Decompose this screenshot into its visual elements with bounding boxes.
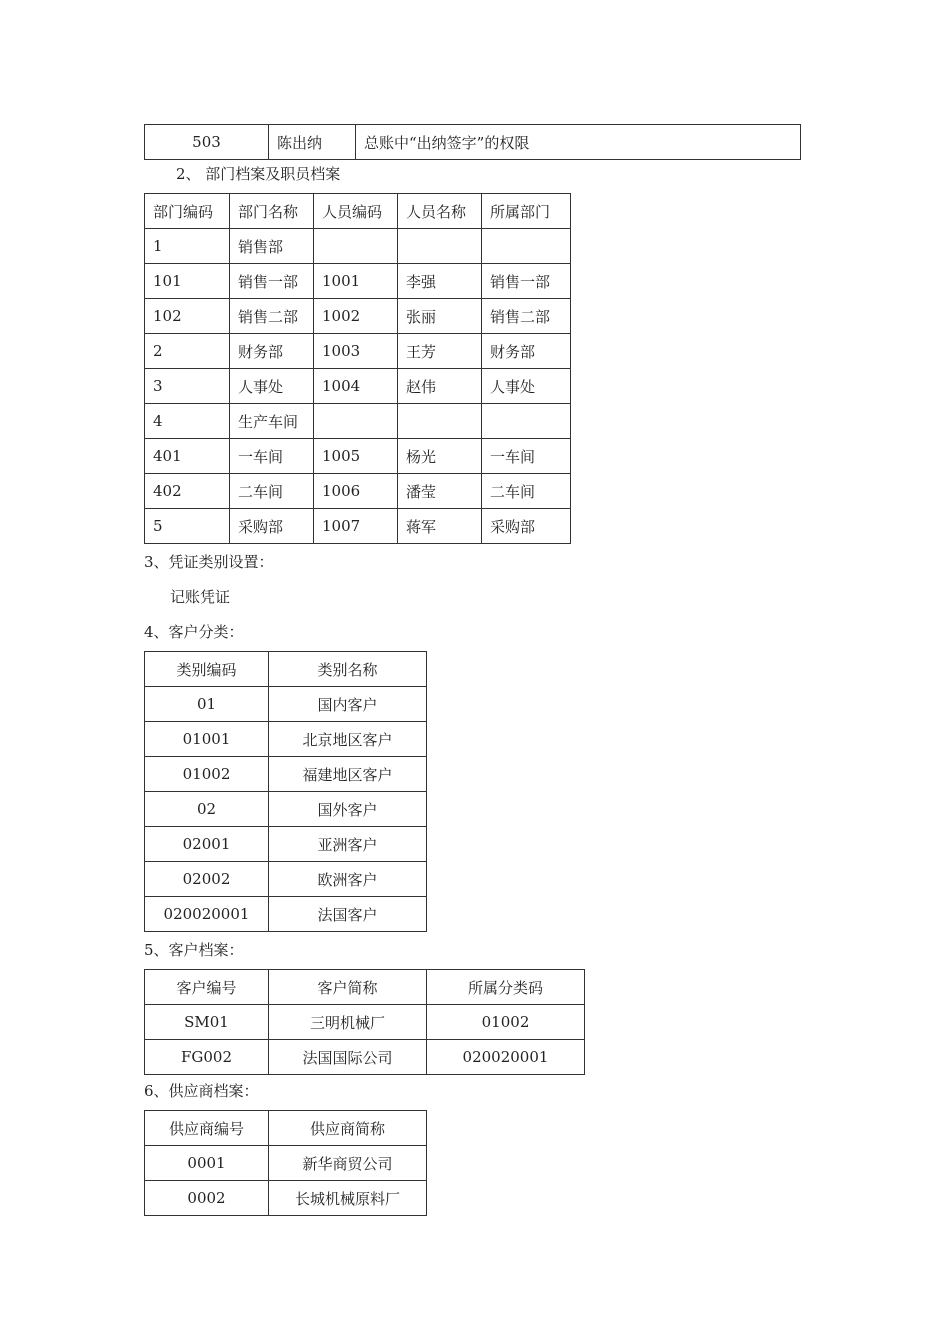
column-header: 人员编码 [314,194,398,229]
section-4-title: 4、客户分类： [144,623,244,641]
table-cell: 1006 [314,474,398,509]
table-cell: 01001 [145,722,269,757]
table-cell [482,229,571,264]
column-header: 所属部门 [482,194,571,229]
table-row [145,1181,427,1216]
voucher-type-value: 记账凭证 [170,588,231,606]
operator-code: 503 [145,125,269,160]
table-cell: 北京地区客户 [269,722,427,757]
table-cell: 亚洲客户 [269,827,427,862]
section-6-title: 6、供应商档案： [144,1082,259,1100]
table-cell: 0001 [145,1146,269,1181]
table-row [145,827,427,862]
table-cell: 李强 [398,264,482,299]
department-staff-table [144,193,571,544]
table-cell [314,404,398,439]
table-cell: 1005 [314,439,398,474]
table-cell: 欧洲客户 [269,862,427,897]
customer-archive-table [144,969,585,1075]
table-cell: 杨光 [398,439,482,474]
table-cell: 销售一部 [482,264,571,299]
table-cell: 020020001 [145,897,269,932]
table-cell [482,404,571,439]
table-cell: 蒋军 [398,509,482,544]
table-cell: 01002 [427,1005,585,1040]
section-5-title: 5、客户档案： [144,941,244,959]
table-cell: 3 [145,369,230,404]
table-cell: 财务部 [230,334,314,369]
table-row [145,299,571,334]
column-header: 客户编号 [145,970,269,1005]
supplier-archive-table [144,1110,427,1216]
column-header: 供应商编号 [145,1111,269,1146]
table-row [145,792,427,827]
table-cell: 2 [145,334,230,369]
table-row [145,509,571,544]
table-row [145,439,571,474]
operator-permission: 总账中“出纳签字”的权限 [356,125,801,160]
table-cell: 4 [145,404,230,439]
table-cell: 1 [145,229,230,264]
table-cell: 02001 [145,827,269,862]
table-row [145,1040,585,1075]
table-cell: 销售二部 [230,299,314,334]
table-cell [398,229,482,264]
table-cell: 101 [145,264,230,299]
table-cell: 生产车间 [230,404,314,439]
column-header: 部门名称 [230,194,314,229]
table-cell: 销售部 [230,229,314,264]
column-header: 类别名称 [269,652,427,687]
table-cell: 402 [145,474,230,509]
table-cell: 王芳 [398,334,482,369]
table-cell: 国内客户 [269,687,427,722]
table-header-row [145,652,427,687]
column-header: 部门编码 [145,194,230,229]
table-cell: SM01 [145,1005,269,1040]
table-cell: 02 [145,792,269,827]
table-row [145,757,427,792]
column-header: 供应商简称 [269,1111,427,1146]
table-row [145,1146,427,1181]
table-cell: 潘莹 [398,474,482,509]
table-cell: 三明机械厂 [269,1005,427,1040]
table-row [145,1005,585,1040]
table-cell: 人事处 [230,369,314,404]
table-cell: 01 [145,687,269,722]
table-row [145,687,427,722]
table-cell: 人事处 [482,369,571,404]
table-cell: 销售一部 [230,264,314,299]
customer-category-table [144,651,427,932]
section-2-title: 2、 部门档案及职员档案 [176,165,341,183]
table-row [145,404,571,439]
table-cell: 020020001 [427,1040,585,1075]
table-cell: 财务部 [482,334,571,369]
operator-name: 陈出纳 [269,125,356,160]
top-permission-table [144,124,801,160]
table-cell: 二车间 [230,474,314,509]
table-cell: 长城机械原料厂 [269,1181,427,1216]
table-cell: 赵伟 [398,369,482,404]
table-row [145,897,427,932]
table-cell: 福建地区客户 [269,757,427,792]
table-cell: 102 [145,299,230,334]
table-row [145,722,427,757]
table-cell: 采购部 [482,509,571,544]
table-cell: 一车间 [482,439,571,474]
table-cell: 新华商贸公司 [269,1146,427,1181]
column-header: 类别编码 [145,652,269,687]
table-cell: 二车间 [482,474,571,509]
table-cell: 0002 [145,1181,269,1216]
table-cell: 一车间 [230,439,314,474]
table-row [145,334,571,369]
table-cell: 5 [145,509,230,544]
table-cell: 1004 [314,369,398,404]
table-cell: 国外客户 [269,792,427,827]
table-cell: FG002 [145,1040,269,1075]
table-cell: 02002 [145,862,269,897]
column-header: 所属分类码 [427,970,585,1005]
table-cell: 401 [145,439,230,474]
table-cell: 法国客户 [269,897,427,932]
column-header: 客户简称 [269,970,427,1005]
table-cell: 张丽 [398,299,482,334]
table-row [145,264,571,299]
table-header-row [145,194,571,229]
table-cell: 销售二部 [482,299,571,334]
table-row [145,229,571,264]
table-header-row [145,1111,427,1146]
section-3-title: 3、凭证类别设置： [144,553,274,571]
table-cell [314,229,398,264]
table-cell: 法国国际公司 [269,1040,427,1075]
table-cell: 采购部 [230,509,314,544]
table-row [145,125,801,160]
table-cell: 01002 [145,757,269,792]
table-cell: 1002 [314,299,398,334]
table-row [145,369,571,404]
table-header-row [145,970,585,1005]
table-cell: 1003 [314,334,398,369]
table-cell: 1007 [314,509,398,544]
table-cell: 1001 [314,264,398,299]
table-row [145,862,427,897]
table-row [145,474,571,509]
table-cell [398,404,482,439]
column-header: 人员名称 [398,194,482,229]
